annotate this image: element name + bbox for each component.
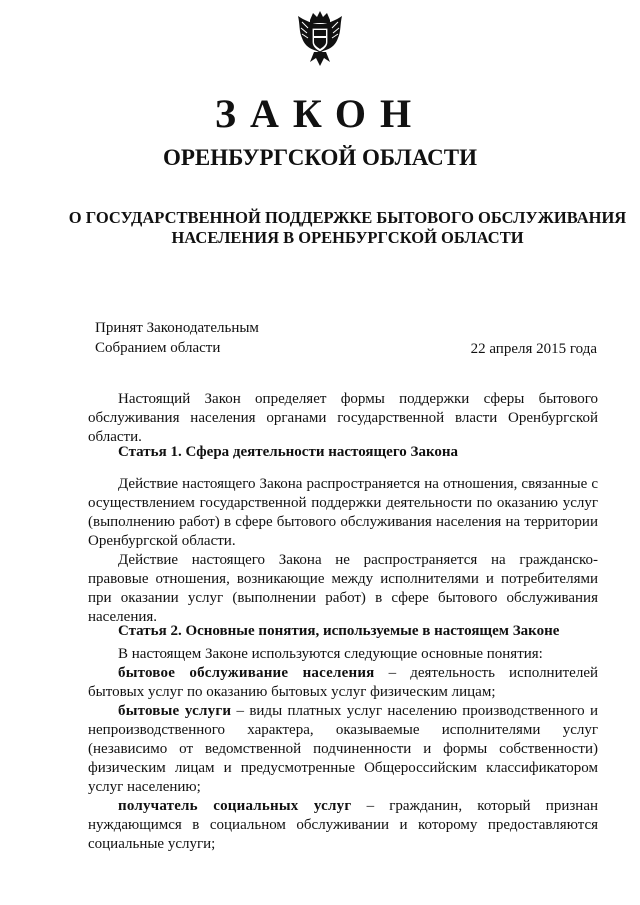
definition-2-term: бытовые услуги: [118, 703, 232, 719]
adoption-body: [95, 318, 259, 358]
definition-1-text: – деятельность исполнителей бытовых услуг по оказанию бытовых услуг физическим лицам;: [88, 665, 598, 700]
article-2-heading: Статья 2. Основные понятия, используемые в настоящем Законе: [118, 623, 560, 639]
document-title: ЗАКОН: [214, 91, 426, 136]
intro-text: Настоящий Закон определяет формы поддержки сферы бытового обслуживания населения органами государственной власти Оренбургской области.: [88, 391, 598, 445]
article-2-paragraph-1: В настоящем Законе используются следующие основные понятия:: [118, 646, 543, 662]
definition-2-text: – виды платных услуг населению производственного и непроизводственного характера, оказываемые исполнителями услуг (независимо от ведомственной подчиненности и формы собственности) физическим лицам и предусмотренные Общероссийским классификатором услуг населению;: [88, 703, 598, 795]
law-name: [60, 208, 635, 248]
definition-1-term: бытовое обслуживание населения: [118, 665, 375, 681]
intro-paragraph: [88, 390, 598, 447]
law-name-line-2: НАСЕЛЕНИЯ В ОРЕНБУРГСКОЙ ОБЛАСТИ: [171, 228, 524, 247]
definition-3: [88, 797, 598, 854]
coat-of-arms-emblem-icon: [294, 8, 346, 70]
definition-3-text: – гражданин, который признан нуждающимся в социальном обслуживании и которому предоставляются социальные услуги;: [88, 798, 598, 852]
definition-1: [88, 664, 598, 702]
adoption-date: 22 апреля 2015 года: [470, 341, 597, 357]
definition-2: [88, 702, 598, 797]
article-1-heading: Статья 1. Сфера деятельности настоящего Закона: [118, 444, 459, 460]
article-2-body: [88, 645, 598, 854]
document-region: ОРЕНБУРГСКОЙ ОБЛАСТИ: [162, 145, 478, 170]
article-1-paragraph-2: Действие настоящего Закона не распространяется на гражданско-правовые отношения, возникающие между исполнителями и потребителями при оказании услуг (выполнении работ) в сфере бытового обслуживания населения.: [88, 552, 598, 625]
law-name-line-1: О ГОСУДАРСТВЕННОЙ ПОДДЕРЖКЕ БЫТОВОГО ОБСЛУЖИВАНИЯ: [68, 208, 627, 227]
article-1-paragraph-1: Действие настоящего Закона распространяется на отношения, связанные с осуществлением государственной поддержки деятельности по оказанию услуг (выполнению работ) в сфере бытового обслуживания населения на территории Оренбургской области.: [88, 476, 598, 549]
adoption-line-2: Собранием области: [95, 340, 221, 356]
definition-3-term: получатель социальных услуг: [118, 798, 352, 814]
article-1-body: [88, 475, 598, 627]
adoption-line-1: Принят Законодательным: [95, 320, 259, 336]
